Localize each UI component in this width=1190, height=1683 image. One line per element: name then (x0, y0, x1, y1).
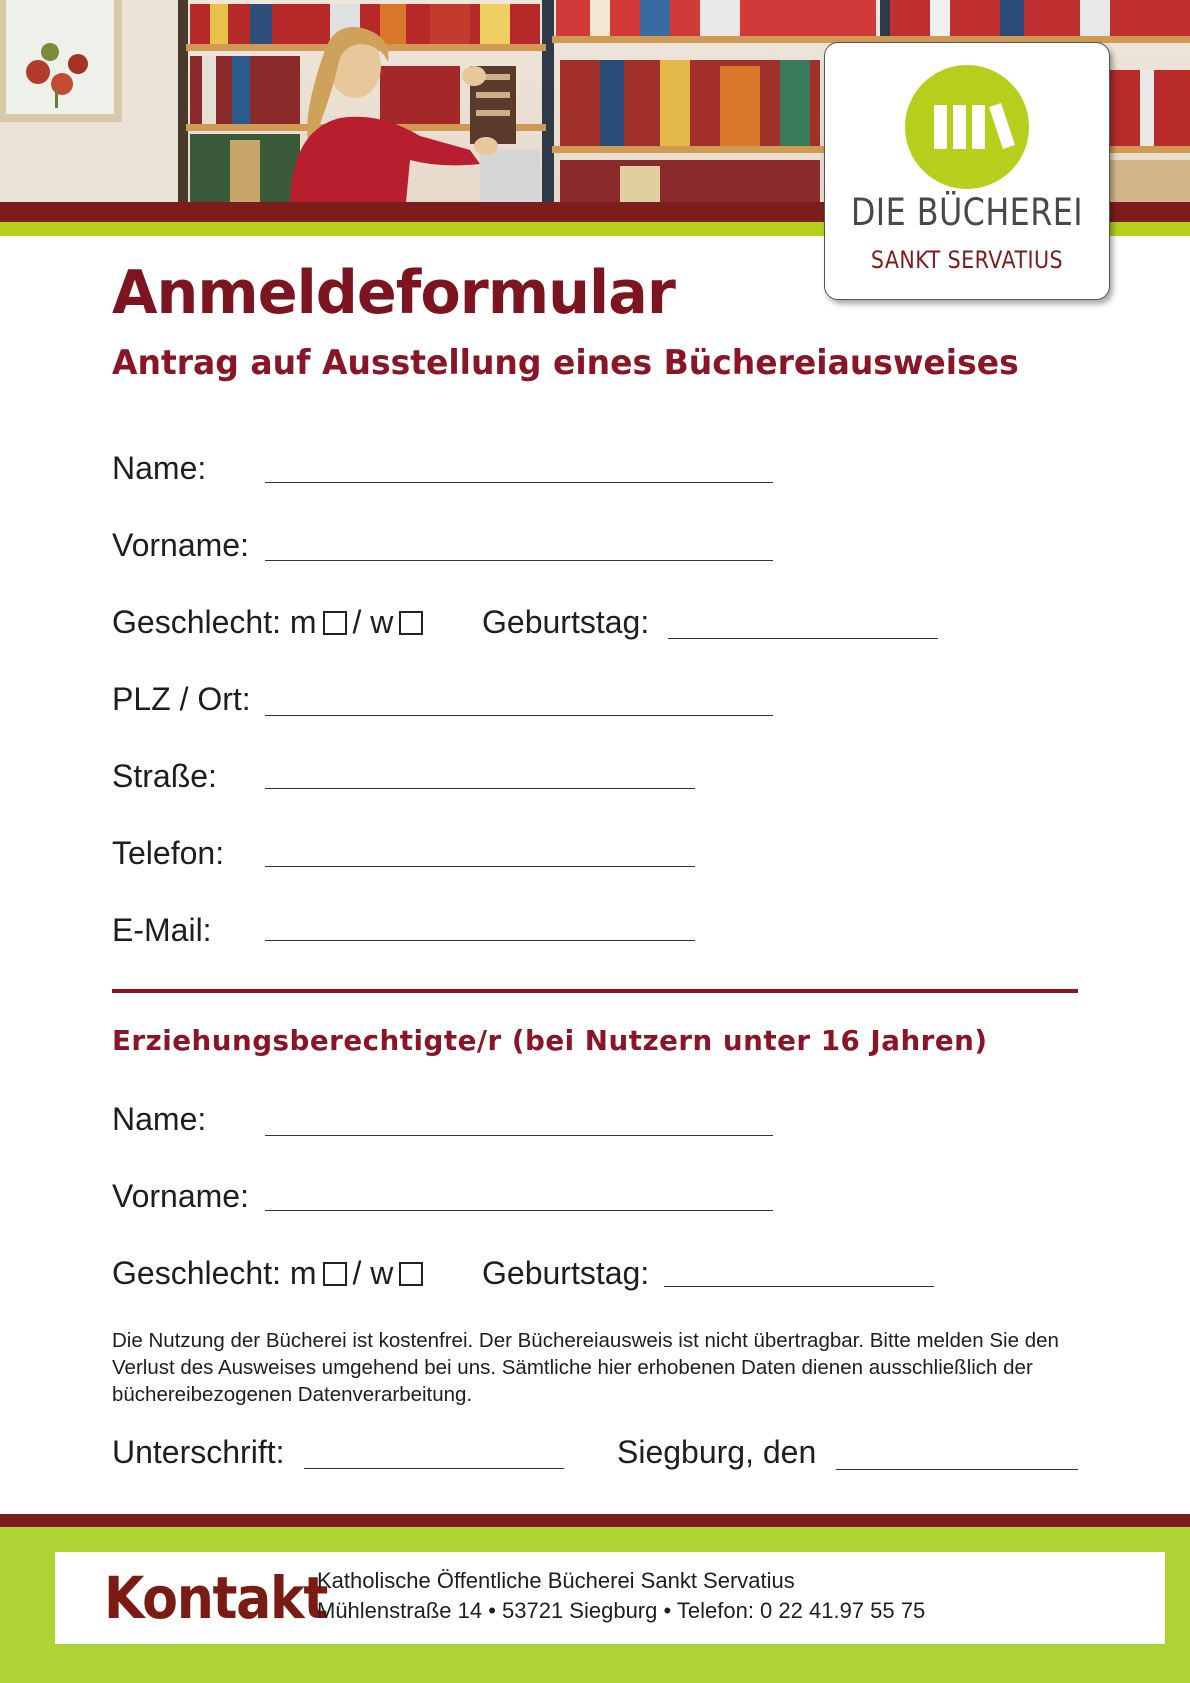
guardian-vorname-line[interactable] (265, 1210, 773, 1211)
logo-name: DIE BÜCHEREI (850, 191, 1084, 234)
logo-subtitle: SANKT SERVATIUS (870, 246, 1064, 274)
strasse-label: Straße: (112, 758, 217, 794)
email-label: E-Mail: (112, 912, 212, 948)
telefon-label: Telefon: (112, 835, 225, 871)
guardian-gender-separator: / w (352, 1255, 394, 1291)
signature-label: Unterschrift: (112, 1434, 285, 1470)
contact-line-2: Mühlenstraße 14 • 53721 Siegburg • Telefon: 0 22 41.97 55 75 (317, 1598, 926, 1623)
vorname-line[interactable] (265, 560, 773, 561)
page-title: Anmeldeformular (112, 258, 675, 328)
section-divider (112, 989, 1078, 993)
strasse-line[interactable] (265, 788, 695, 789)
library-logo (824, 42, 1110, 300)
gender-separator: / w (352, 604, 394, 640)
guardian-heading: Erziehungsberechtigte/r (bei Nutzern unter 16 Jahren) (112, 1024, 988, 1057)
guardian-geschlecht-row (112, 1255, 429, 1292)
plz-ort-label: PLZ / Ort: (112, 681, 251, 717)
male-checkbox[interactable] (323, 611, 347, 635)
name-line[interactable] (265, 482, 773, 483)
name-label: Name: (112, 450, 207, 486)
telefon-line[interactable] (265, 866, 695, 867)
contact-heading: Kontakt (104, 1564, 327, 1632)
geschlecht-row (112, 604, 429, 641)
signature-line[interactable] (304, 1468, 564, 1469)
footer-band-red (0, 1514, 1190, 1527)
guardian-geschlecht-label: Geschlecht: m (112, 1255, 317, 1291)
page-subtitle: Antrag auf Ausstellung eines Büchereiausweises (112, 343, 1019, 383)
usage-note: Die Nutzung der Bücherei ist kostenfrei. Der Büchereiausweis ist nicht übertragbar. Bitte melden Sie den Verlust des Ausweises umgehend bei uns. Sämtliche hier erhobenen Daten dienen ausschließlich der büchereibezogenen Datenverarbeitung. (112, 1329, 1059, 1406)
guardian-name-label: Name: (112, 1101, 207, 1137)
guardian-geburtstag-label: Geburtstag: (482, 1255, 650, 1291)
contact-line-1: Katholische Öffentliche Bücherei Sankt Servatius (317, 1568, 795, 1593)
geschlecht-label: Geschlecht: m (112, 604, 317, 640)
vorname-label: Vorname: (112, 527, 249, 563)
plz-ort-line[interactable] (265, 715, 773, 716)
female-checkbox[interactable] (399, 611, 423, 635)
guardian-name-line[interactable] (265, 1135, 773, 1136)
place-date-label: Siegburg, den (617, 1434, 817, 1470)
guardian-geburtstag-line[interactable] (664, 1286, 934, 1287)
guardian-male-checkbox[interactable] (323, 1262, 347, 1286)
books-logo-icon (905, 65, 1029, 189)
geburtstag-label: Geburtstag: (482, 604, 650, 640)
date-line[interactable] (836, 1469, 1078, 1470)
geburtstag-line[interactable] (668, 638, 938, 639)
email-line[interactable] (265, 940, 695, 941)
guardian-female-checkbox[interactable] (399, 1262, 423, 1286)
guardian-vorname-label: Vorname: (112, 1178, 249, 1214)
